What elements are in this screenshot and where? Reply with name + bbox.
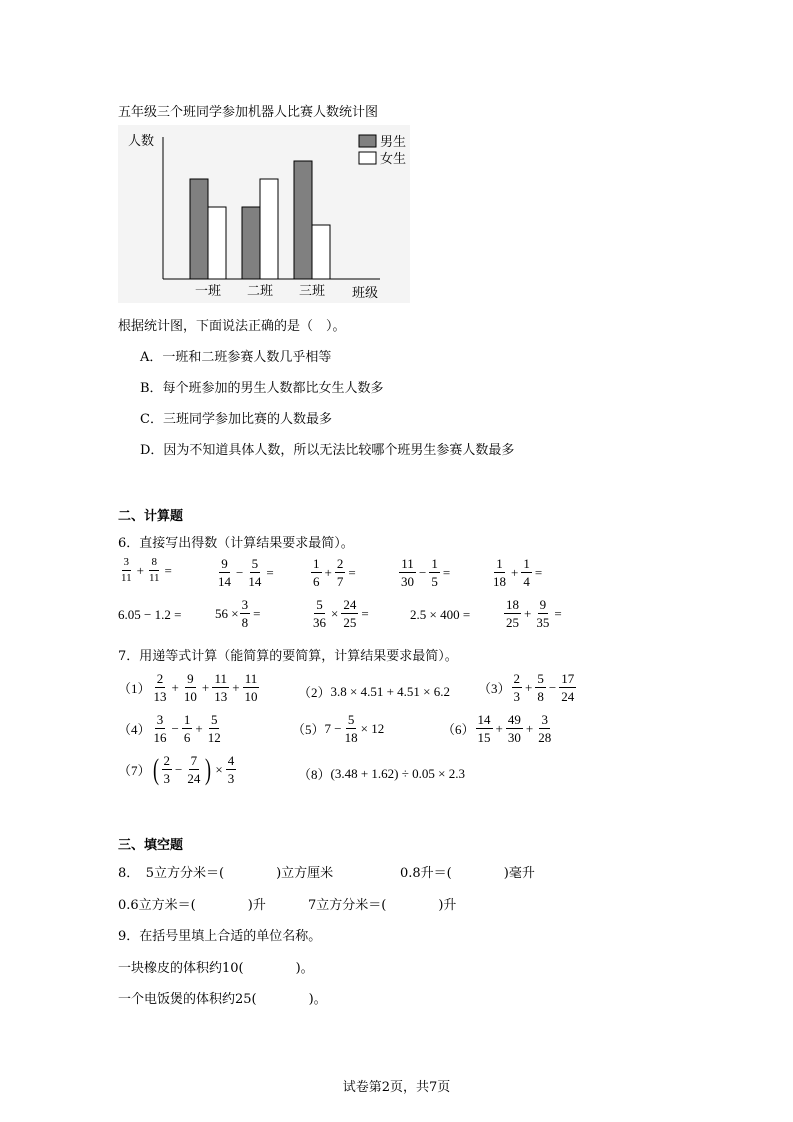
y-axis-label: 人数: [128, 134, 155, 149]
bar-boy: [294, 161, 312, 279]
fill-blank-item: 0.8升＝( )毫升: [400, 866, 535, 881]
legend-swatch-girl: [359, 152, 376, 164]
bar-girl: [260, 179, 278, 279]
question-stem: 根据统计图，下面说法正确的是（ ）。: [118, 319, 346, 334]
calc-item: 56 × $\frac{3}{8}$ =: [215, 597, 261, 630]
option-c: C．三班同学参加比赛的人数最多: [140, 412, 332, 427]
chart-title: 五年级三个班同学参加机器人比赛人数统计图: [118, 105, 379, 120]
legend-label-boy: 男生: [380, 135, 407, 150]
x-tick-label: 一班: [194, 284, 222, 299]
fill-blank-item: 0.6立方米＝( )升: [118, 898, 266, 913]
option-a: A．一班和二班参赛人数几乎相等: [140, 350, 332, 365]
option-b: B．每个班参加的男生人数都比女生人数多: [140, 381, 384, 396]
fill-blank-item: 一个电饭煲的体积约25( )。: [118, 992, 327, 1007]
question-stem: 7．用递等式计算（能简算的要简算，计算结果要求最简）。: [118, 649, 458, 664]
calc-item: （1） $\frac{2}{13}$ + $\frac{9}{10}$ + $\frac{11}{13}$ + $\frac{11}{10}$: [118, 671, 258, 704]
calc-item: （3） $\frac{2}{3}$ + $\frac{5}{8}$ − $\frac{17}{24}$: [478, 671, 575, 704]
x-axis-label: 班级: [352, 286, 379, 301]
question-stem: 6．直接写出得数（计算结果要求最简）。: [118, 536, 354, 551]
x-tick-label: 三班: [298, 284, 326, 299]
calc-item: （7） ( $\frac{2}{3}$ − $\frac{7}{24}$ ) × $\frac{4}{3}$: [118, 752, 235, 786]
bar-boy: [190, 179, 208, 279]
calc-item: $\frac{1}{18}$ + $\frac{1}{4}$ =: [493, 556, 543, 589]
section-title: 三、填空题: [118, 838, 184, 853]
section-title: 二、计算题: [118, 509, 184, 524]
calc-item: （2） 3.8 × 4.51 + 4.51 × 6.2: [298, 683, 451, 700]
bar-girl: [208, 207, 226, 279]
bar-girl: [312, 225, 330, 279]
calc-item: $\frac{9}{14}$ − $\frac{5}{14}$ =: [218, 556, 274, 589]
calc-item: $\frac{18}{25}$ + $\frac{9}{35}$ =: [506, 597, 562, 630]
fill-blank-item: 7立方分米＝( )升: [308, 898, 457, 913]
left-paren: (: [152, 752, 159, 786]
calc-item: （8） (3.48 + 1.62) ÷ 0.05 × 2.3: [298, 765, 465, 782]
x-tick-label: 二班: [246, 284, 274, 299]
fill-blank-item: 一块橡皮的体积约10( )。: [118, 961, 314, 976]
bar-chart: [118, 125, 410, 303]
calc-item: 2.5 × 400 =: [410, 607, 471, 622]
question-stem: 9．在括号里填上合适的单位名称。: [118, 929, 322, 944]
legend-swatch-boy: [359, 135, 376, 147]
calc-item: 6.05 − 1.2 =: [118, 607, 182, 622]
option-d: D．因为不知道具体人数，所以无法比较哪个班男生参赛人数最多: [140, 443, 515, 458]
bar-boy: [242, 207, 260, 279]
calc-item: $\frac{11}{30}$ − $\frac{1}{5}$ =: [401, 556, 451, 589]
calc-item: （6） $\frac{14}{15}$ + $\frac{49}{30}$ + $\frac{3}{28}$: [442, 712, 552, 745]
calc-item: $\frac{1}{6}$ + $\frac{2}{7}$ =: [313, 556, 356, 589]
fill-blank-item: 8． 5立方分米＝( )立方厘米: [118, 866, 334, 881]
calc-item: $\frac{5}{36}$ × $\frac{24}{25}$ =: [313, 597, 369, 630]
calc-item: （4） $\frac{3}{16}$ − $\frac{1}{6}$ + $\frac{5}{12}$: [118, 712, 221, 745]
calc-item: （5） 7 − $\frac{5}{18}$ × 12: [292, 712, 385, 745]
page-footer: 试卷第2页，共7页: [342, 1080, 451, 1095]
legend-label-girl: 女生: [380, 152, 407, 167]
calc-item: $\frac{3}{11}$ + $\frac{8}{11}$ =: [121, 556, 172, 584]
right-paren: ): [205, 752, 212, 786]
